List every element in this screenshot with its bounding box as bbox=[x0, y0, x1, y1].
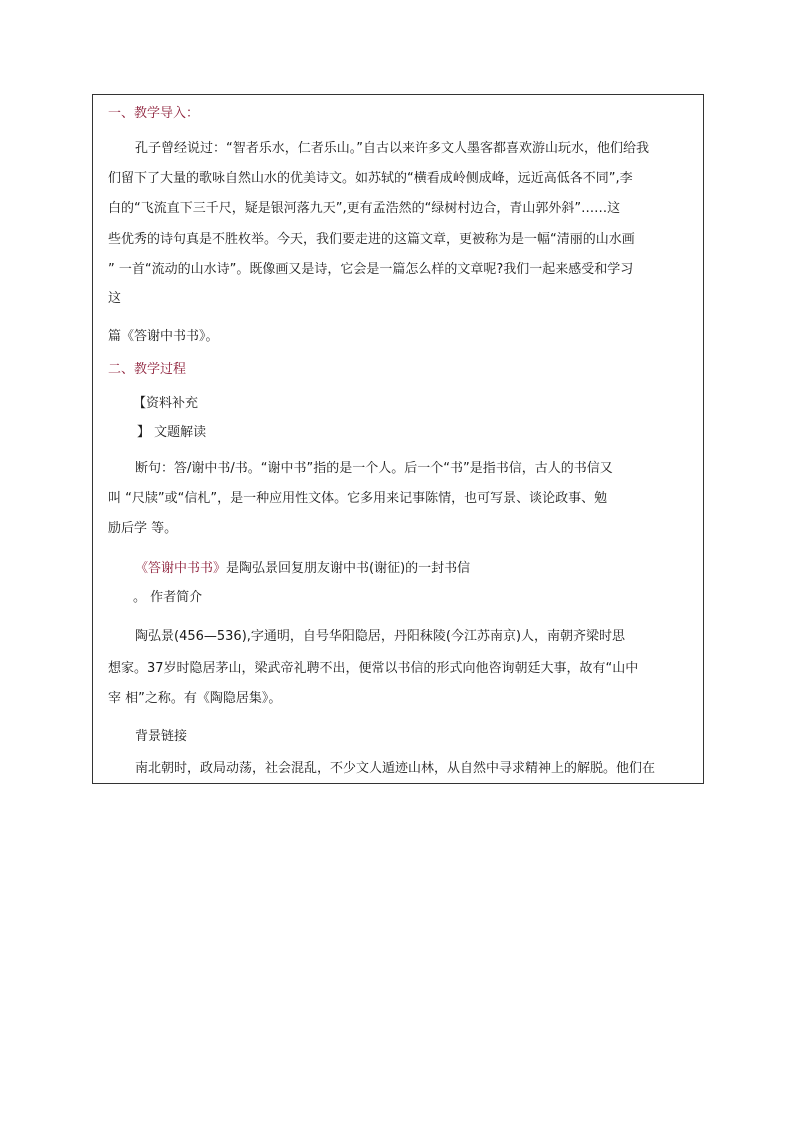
title-interpretation-label: 】 文题解读 bbox=[137, 425, 207, 440]
letter-rest: 是陶弘景回复朋友谢中书(谢征)的一封书信 bbox=[226, 561, 471, 576]
explain-line-3: 励后学 等。 bbox=[108, 521, 178, 536]
author-intro-label: 。 作者简介 bbox=[133, 590, 203, 605]
section-two-heading: 二、教学过程 bbox=[108, 362, 187, 377]
letter-description bbox=[135, 561, 470, 577]
intro-line-4: 些优秀的诗句真是不胜枚举。今天，我们要走进的这篇文章，更被称为是一幅“清丽的山水画 bbox=[108, 232, 635, 247]
author-line-3: 宰 相”之称。有《陶隐居集》。 bbox=[108, 691, 282, 706]
intro-closing: 篇《答谢中书书》。 bbox=[108, 329, 219, 344]
explain-line-2: 叫 “尺牍”或“信札”，是一种应用性文体。它多用来记事陈情，也可写景、谈论政事、勉 bbox=[108, 491, 608, 506]
intro-line-3: 白的“飞流直下三千尺，疑是银河落九天”,更有孟浩然的“绿树村边合，青山郭外斜”……这 bbox=[108, 201, 621, 216]
intro-line-1: 孔子曾经说过：“智者乐水，仁者乐山。”自古以来许多文人墨客都喜欢游山玩水，他们给我 bbox=[135, 141, 649, 156]
intro-line-5: ” 一首“流动的山水诗”。既像画又是诗，它会是一篇怎么样的文章呢?我们一起来感受和学习 bbox=[108, 262, 634, 277]
letter-title: 《答谢中书书》 bbox=[135, 561, 227, 576]
background-line-1: 南北朝时，政局动荡，社会混乱，不少文人遁迹山林，从自然中寻求精神上的解脱。他们在 bbox=[135, 761, 656, 776]
intro-line-6: 这 bbox=[108, 291, 122, 306]
supplement-bracket-open: 【资料补充 bbox=[133, 396, 199, 411]
background-label: 背景链接 bbox=[135, 729, 188, 744]
author-line-1: 陶弘景(456—536),字通明，自号华阳隐居，丹阳秣陵(今江苏南京)人，南朝齐梁时思 bbox=[135, 629, 626, 644]
author-line-2: 想家。37岁时隐居茅山，梁武帝礼聘不出，便常以书信的形式向他咨询朝廷大事，故有“山中 bbox=[108, 661, 639, 676]
intro-line-2: 们留下了大量的歌咏自然山水的优美诗文。如苏轼的“横看成岭侧成峰，远近高低各不同”,李 bbox=[108, 171, 633, 186]
section-one-heading: 一、教学导入： bbox=[108, 106, 200, 121]
explain-line-1: 断句：答/谢中书/书。“谢中书”指的是一个人。后一个“书”是指书信，古人的书信又 bbox=[135, 461, 613, 476]
